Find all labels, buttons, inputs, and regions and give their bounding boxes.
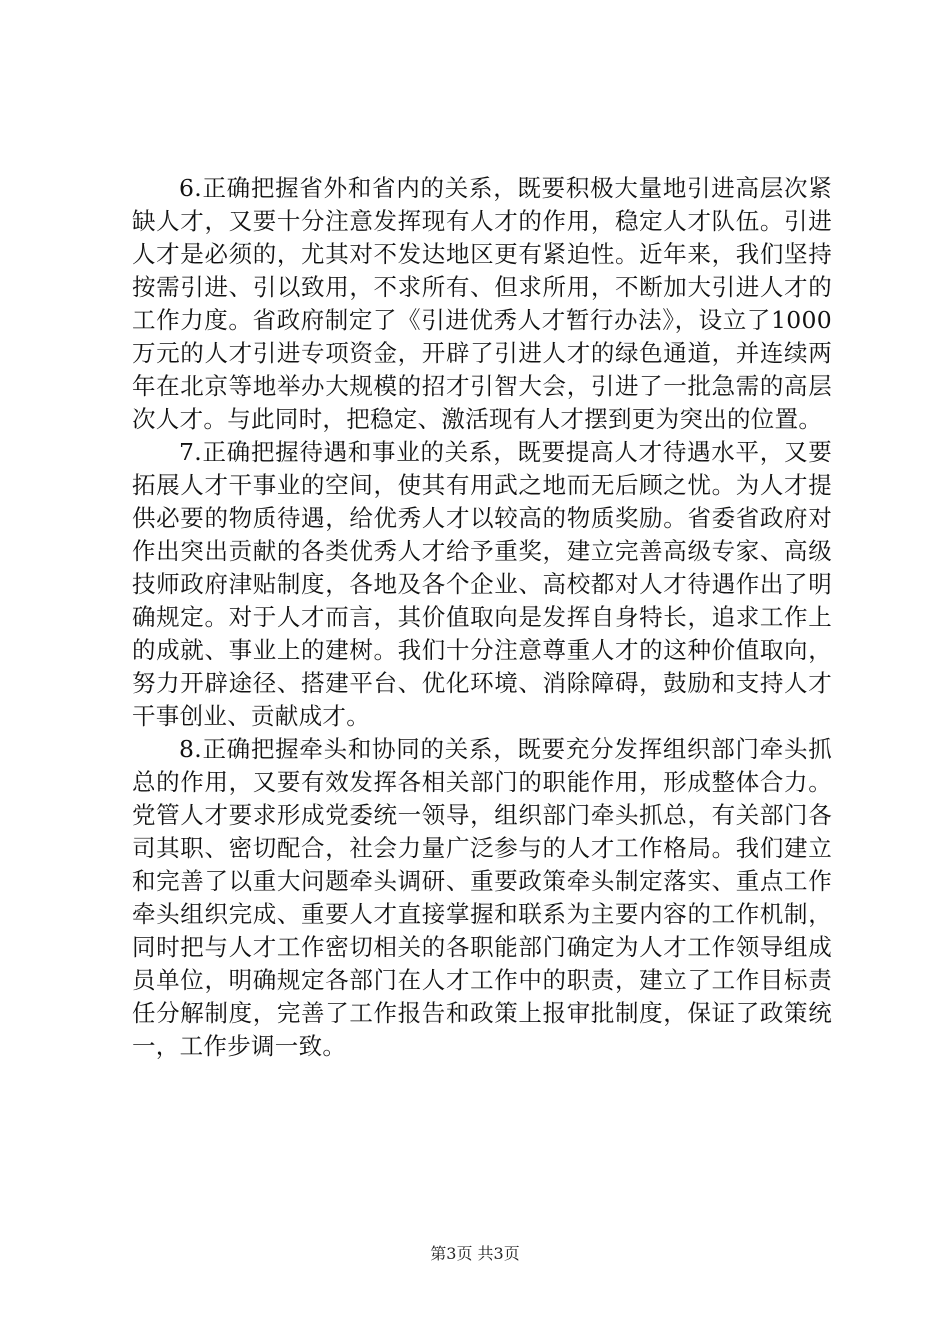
page-number-label: 第3页 共3页: [430, 1244, 520, 1263]
paragraph-6-talent-inside-outside: 6.正确把握省外和省内的关系，既要积极大量地引进高层次紧缺人才，又要十分注意发挥现有人才的作用，稳定人才队伍。引进人才是必须的，尤其对不发达地区更有紧迫性。近年来，我们坚持按需引进、引以致用，不求所有、但求所用，不断加大引进人才的工作力度。省政府制定了《引进优秀人才暂行办法》，设立了1000万元的人才引进专项资金，开辟了引进人才的绿色通道，并连续两年在北京等地举办大规模的招才引智大会，引进了一批急需的高层次人才。与此同时，把稳定、激活现有人才摆到更为突出的位置。: [132, 174, 832, 433]
paragraph-8-lead-and-coordinate: 8.正确把握牵头和协同的关系，既要充分发挥组织部门牵头抓总的作用，又要有效发挥各相关部门的职能作用，形成整体合力。党管人才要求形成党委统一领导，组织部门牵头抓总，有关部门各司其职、密切配合，社会力量广泛参与的人才工作格局。我们建立和完善了以重大问题牵头调研、重要政策牵头制定落实、重点工作牵头组织完成、重要人才直接掌握和联系为主要内容的工作机制，同时把与人才工作密切相关的各职能部门确定为人才工作领导组成员单位，明确规定各部门在人才工作中的职责，建立了工作目标责任分解制度，完善了工作报告和政策上报审批制度，保证了政策统一，工作步调一致。: [132, 735, 832, 1060]
page-footer: [0, 1244, 950, 1264]
document-body: [132, 172, 832, 1063]
paragraph-7-treatment-and-career: 7.正确把握待遇和事业的关系，既要提高人才待遇水平，又要拓展人才干事业的空间，使其有用武之地而无后顾之忧。为人才提供必要的物质待遇，给优秀人才以较高的物质奖励。省委省政府对作出突出贡献的各类优秀人才给予重奖，建立完善高级专家、高级技师政府津贴制度，各地及各个企业、高校都对人才待遇作出了明确规定。对于人才而言，其价值取向是发挥自身特长，追求工作上的成就、事业上的建树。我们十分注意尊重人才的这种价值取向，努力开辟途径、搭建平台、优化环境、消除障碍，鼓励和支持人才干事创业、贡献成才。: [132, 438, 832, 730]
